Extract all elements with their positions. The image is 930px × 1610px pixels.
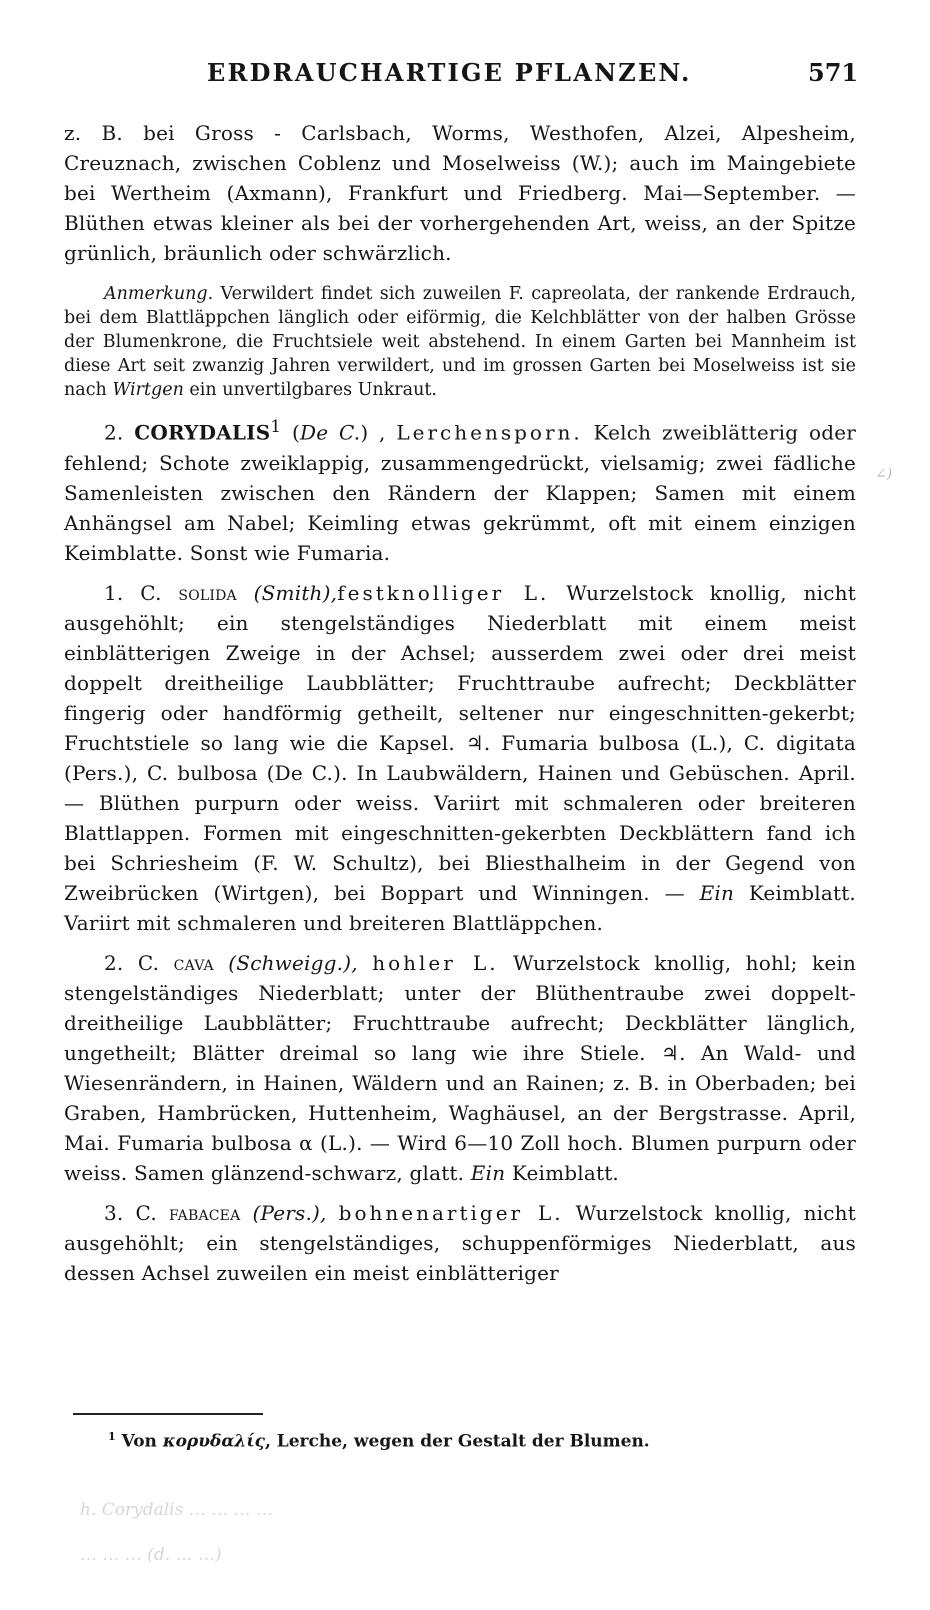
species-3-paragraph — [64, 1198, 856, 1288]
genus-name: CORYDALIS — [134, 420, 271, 445]
species-1-text-b: Keimblatt. Variirt mit schmaleren und breiteren Blattläppchen. — [64, 880, 856, 935]
text-body — [64, 118, 856, 1288]
annotation-label: Anmerkung. — [104, 284, 214, 304]
species-1-number: 1. C. — [104, 580, 162, 605]
genus-common-name: Lerchensporn. — [396, 420, 583, 445]
margin-pencil-mark: ∠) — [875, 466, 893, 482]
footnote-text-b: , Lerche, wegen der Gestalt der Blumen. — [264, 1431, 650, 1452]
species-3-text-a: Wurzelstock knollig, nicht ausgehöhlt; ein stengelständiges, schuppenförmiges Niederblatt, aus dessen Achsel zuweilen ein meist einblätteriger — [64, 1200, 856, 1285]
running-header — [0, 58, 930, 90]
species-1-ein: Ein — [699, 880, 735, 905]
genus-authority-open: ( — [281, 420, 300, 445]
page-number: 571 — [808, 58, 859, 87]
handwritten-line-2: … … … (d. … …) — [80, 1545, 222, 1565]
genus-authority: De C. — [299, 420, 361, 445]
annotation-paragraph — [64, 282, 856, 402]
species-1-name: solida — [178, 580, 237, 605]
genus-paragraph — [64, 412, 856, 568]
annotation-text-b: ein unvertilgbares Unkraut. — [183, 380, 437, 400]
footnote-text-a: Von — [115, 1431, 163, 1452]
annotation-author: Wirtgen — [112, 380, 184, 400]
species-2-number: 2. C. — [104, 950, 160, 975]
paragraph-continued: z. B. bei Gross - Carlsbach, Worms, Westhofen, Alzei, Alpesheim, Creuznach, zwischen Coblenz und Moselweiss (W.); auch im Maingebiete bei Wertheim (Axmann), Frankfurt und Friedberg. Mai—September. — Blüthen etwas kleiner als bei der vorhergehenden Art, weiss, an der Spitze grünlich, bräunlich oder schwärzlich. — [64, 121, 856, 265]
footnote-greek-word: κορυδαλίς — [162, 1431, 265, 1452]
footnote-number: 1 — [108, 1430, 116, 1443]
species-1-authority: (Smith), — [253, 580, 338, 605]
species-2-text-a: Wurzelstock knollig, hohl; kein stengelständiges Niederblatt; unter der Blüthentraube zwei doppelt-dreitheilige Laubblätter; Fruchttraube aufrecht; Deckblätter länglich, ungetheilt; Blätter dreimal so lang wie ihre Stiele. ♃. An Wald- und Wiesenrändern, in Hainen, Wäldern und an Rainen; z. B. in Oberbaden; bei Graben, Hambrücken, Huttenheim, Waghäusel, an der Bergstrasse. April, Mai. Fumaria bulbosa α (L.). — Wird 6—10 Zoll hoch. Blumen purpurn oder weiss. Samen glänzend-schwarz, glatt. — [64, 950, 857, 1185]
species-1-text-a: Wurzelstock knollig, nicht ausgehöhlt; ein stengelständiges Niederblatt mit einem meist einblätterigen Zweige in der Achsel; ausserdem zwei oder drei meist doppelt dreitheilige Laubblätter; Fruchttraube aufrecht; Deckblätter fingerig oder handförmig getheilt, seltener nur eingeschnitten-gekerbt; Fruchtstiele so lang wie die Kapsel. ♃. Fumaria bulbosa (L.), C. digitata (Pers.), C. bulbosa (De C.). In Laubwäldern, Hainen und Gebüschen. April. — Blüthen purpurn oder weiss. Variirt mit schmaleren oder breiteren Blattlappen. Formen mit eingeschnitten-gekerbten Deckblättern fand ich bei Schriesheim (F. W. Schultz), bei Bliesthalheim in der Gegend von Zweibrücken (Wirtgen), bei Boppart und Winningen. — — [64, 580, 856, 905]
species-3-authority: (Pers.), — [252, 1200, 327, 1225]
species-2-paragraph — [64, 948, 856, 1188]
footnote-marker: 1 — [270, 417, 282, 436]
annotation-text-a: Verwildert findet sich zuweilen F. capreolata, der rankende Erdrauch, bei dem Blattläppchen länglich oder eiförmig, die Kelchblätter von der halben Grösse der Blumenkrone, die Fruchtsiele weit abstehend. In einem Garten bei Mannheim ist diese Art seit zwanzig Jahren verwildert, und im grossen Garten bei Moselweiss ist sie nach — [64, 284, 856, 400]
species-2-ein: Ein — [470, 1160, 506, 1185]
species-1-common-name: festknolliger L. — [337, 580, 550, 605]
footnote-rule — [73, 1413, 263, 1415]
genus-number: 2. — [104, 420, 124, 445]
species-2-text-b: Keimblatt. — [505, 1160, 619, 1185]
species-3-name: fabacea — [168, 1200, 241, 1225]
species-2-authority: (Schweigg.), — [228, 950, 358, 975]
genus-authority-close: ) , — [360, 420, 386, 445]
species-3-common-name: bohnenartiger L. — [338, 1200, 564, 1225]
species-3-number: 3. C. — [104, 1200, 157, 1225]
handwritten-line-1: h. Corydalis … … … … — [80, 1500, 273, 1520]
species-2-common-name: hohler L. — [372, 950, 499, 975]
running-title: ERDRAUCHARTIGE PFLANZEN. — [207, 58, 692, 87]
footnote — [108, 1430, 650, 1452]
genus-description: Kelch zweiblätterig oder fehlend; Schote zweiklappig, zusammengedrückt, vielsamig; zwei fädliche Samenleisten zwischen den Rändern der Klappen; Samen mit einem Anhängsel am Nabel; Keimling etwas gekrümmt, oft mit einem einzigen Keimblatte. Sonst wie Fumaria. — [64, 420, 857, 565]
species-1-paragraph — [64, 578, 856, 938]
species-2-name: cava — [173, 950, 214, 975]
